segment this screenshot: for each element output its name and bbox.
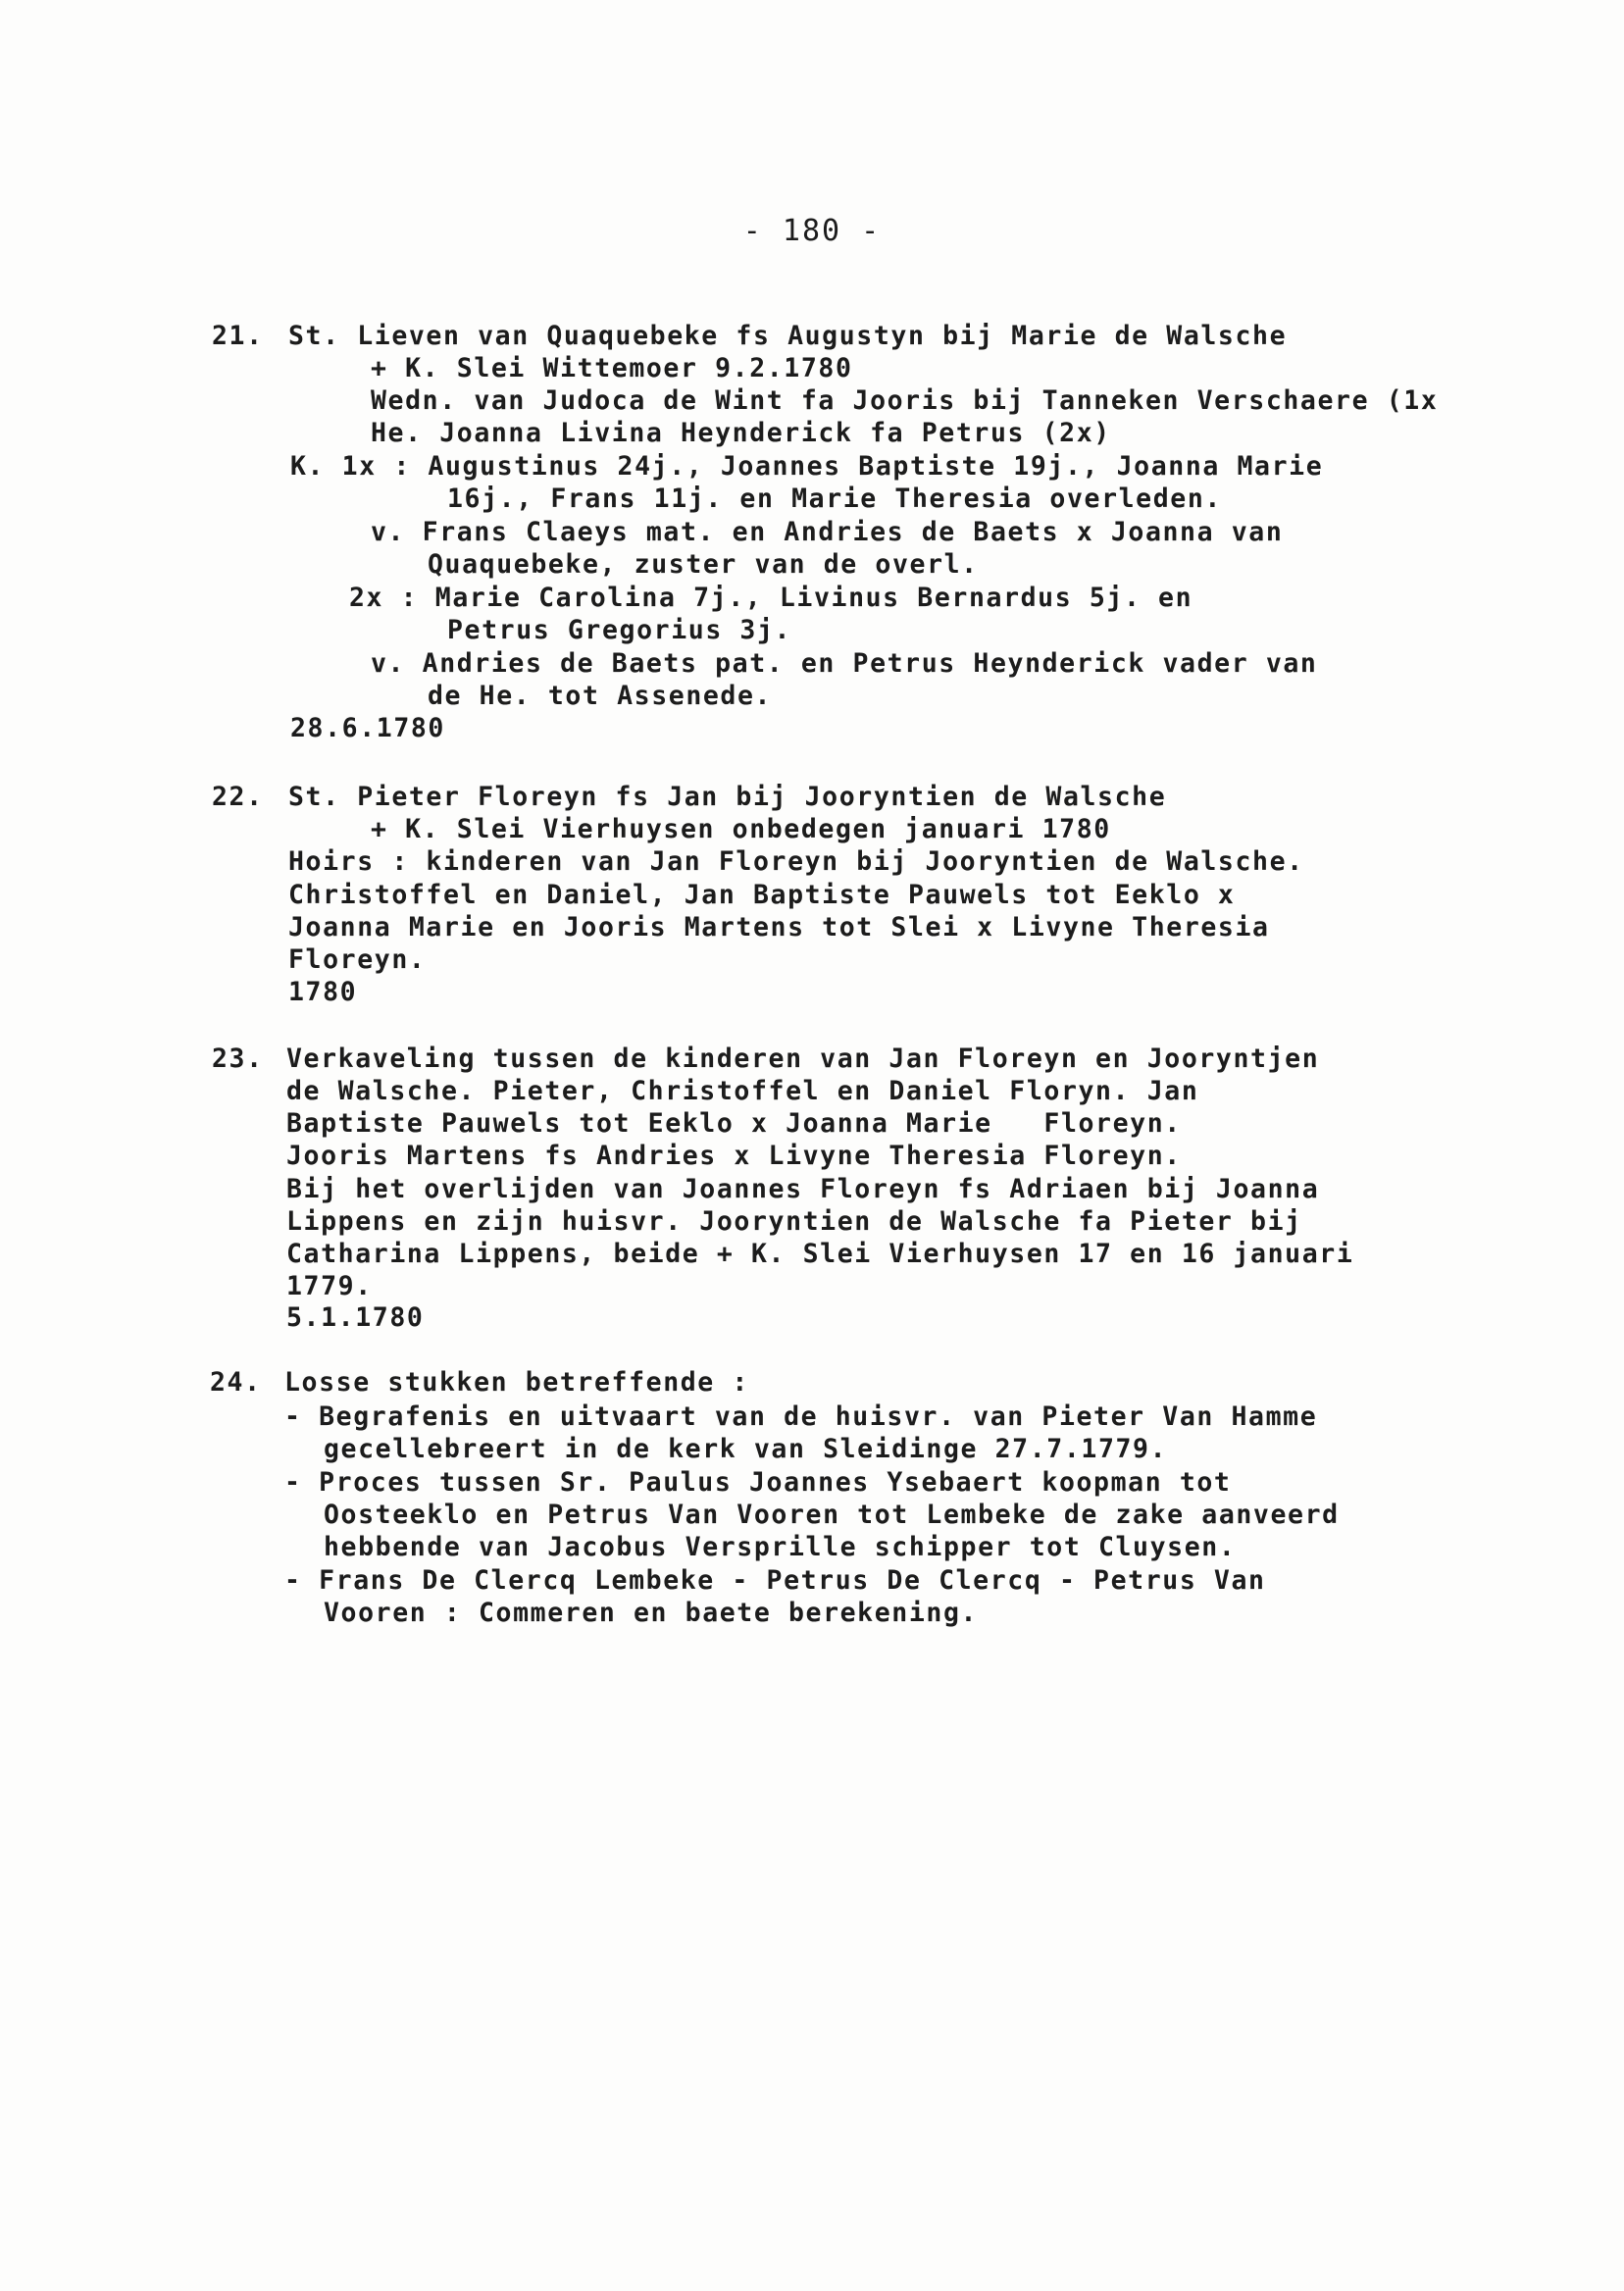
entry-line: Petrus Gregorius 3j. bbox=[447, 615, 792, 645]
entry-line: Christoffel en Daniel, Jan Baptiste Pauwels tot Eeklo x bbox=[288, 880, 1236, 910]
entry-line: 1779. bbox=[286, 1271, 373, 1301]
entry-line: Hoirs : kinderen van Jan Floreyn bij Jooryntien de Walsche. bbox=[288, 846, 1304, 877]
entry-line: Verkaveling tussen de kinderen van Jan Floreyn en Jooryntjen bbox=[286, 1044, 1320, 1074]
entry-line: - Frans De Clercq Lembeke - Petrus De Clercq - Petrus Van bbox=[284, 1565, 1266, 1596]
entry-number: 21. bbox=[212, 321, 264, 351]
entry-line: Quaquebeke, zuster van de overl. bbox=[428, 549, 979, 580]
entry-line: - Proces tussen Sr. Paulus Joannes Ysebaert koopman tot bbox=[284, 1467, 1232, 1498]
entry-line: Wedn. van Judoca de Wint fa Jooris bij Tanneken Verschaere (1x bbox=[371, 385, 1439, 416]
entry-line: Bij het overlijden van Joannes Floreyn fs Adriaen bij Joanna bbox=[286, 1174, 1320, 1204]
entry-date: 28.6.1780 bbox=[290, 713, 445, 743]
entry-line: St. Pieter Floreyn fs Jan bij Jooryntien de Walsche bbox=[288, 782, 1167, 812]
entry-line: Losse stukken betreffende : bbox=[284, 1367, 749, 1398]
entry-number: 22. bbox=[212, 782, 264, 812]
entry-date: 5.1.1780 bbox=[286, 1302, 425, 1333]
entry-number: 24. bbox=[210, 1367, 262, 1398]
entry-line: Oosteeklo en Petrus Van Vooren tot Lembeke de zake aanveerd bbox=[324, 1500, 1340, 1530]
entry-date: 1780 bbox=[288, 977, 358, 1007]
entry-line: Jooris Martens fs Andries x Livyne Theresia Floreyn. bbox=[286, 1141, 1182, 1171]
entry-line: 16j., Frans 11j. en Marie Theresia overleden. bbox=[447, 484, 1222, 514]
entry-number: 23. bbox=[212, 1044, 264, 1074]
entry-line: St. Lieven van Quaquebeke fs Augustyn bij Marie de Walsche bbox=[288, 321, 1288, 351]
entry-line: K. 1x : Augustinus 24j., Joannes Baptiste 19j., Joanna Marie bbox=[290, 451, 1324, 482]
entry-line: Joanna Marie en Jooris Martens tot Slei x Livyne Theresia bbox=[288, 912, 1270, 942]
entry-line: 2x : Marie Carolina 7j., Livinus Bernardus 5j. en bbox=[349, 583, 1193, 613]
entry-line: de He. tot Assenede. bbox=[428, 681, 773, 711]
entry-line: Floreyn. bbox=[288, 944, 427, 975]
entry-line: Vooren : Commeren en baete berekening. bbox=[324, 1598, 979, 1628]
page-number: - 180 - bbox=[742, 214, 882, 248]
entry-line: + K. Slei Vierhuysen onbedegen januari 1780 bbox=[371, 814, 1111, 844]
entry-line: Catharina Lippens, beide + K. Slei Vierhuysen 17 en 16 januari bbox=[286, 1239, 1354, 1269]
entry-line: - Begrafenis en uitvaart van de huisvr. van Pieter Van Hamme bbox=[284, 1401, 1318, 1432]
entry-line: He. Joanna Livina Heynderick fa Petrus (2x) bbox=[371, 418, 1111, 448]
entry-line: v. Andries de Baets pat. en Petrus Heynderick vader van bbox=[371, 648, 1318, 679]
entry-line: de Walsche. Pieter, Christoffel en Daniel Floryn. Jan bbox=[286, 1076, 1199, 1106]
entry-line: v. Frans Claeys mat. en Andries de Baets x Joanna van bbox=[371, 517, 1284, 547]
entry-line: + K. Slei Wittemoer 9.2.1780 bbox=[371, 353, 853, 383]
entry-line: gecellebreert in de kerk van Sleidinge 27.7.1779. bbox=[324, 1434, 1168, 1464]
entry-line: hebbende van Jacobus Versprille schipper tot Cluysen. bbox=[324, 1532, 1237, 1562]
entry-line: Baptiste Pauwels tot Eeklo x Joanna Marie Floreyn. bbox=[286, 1108, 1182, 1139]
entry-line: Lippens en zijn huisvr. Jooryntien de Walsche fa Pieter bij bbox=[286, 1206, 1302, 1237]
